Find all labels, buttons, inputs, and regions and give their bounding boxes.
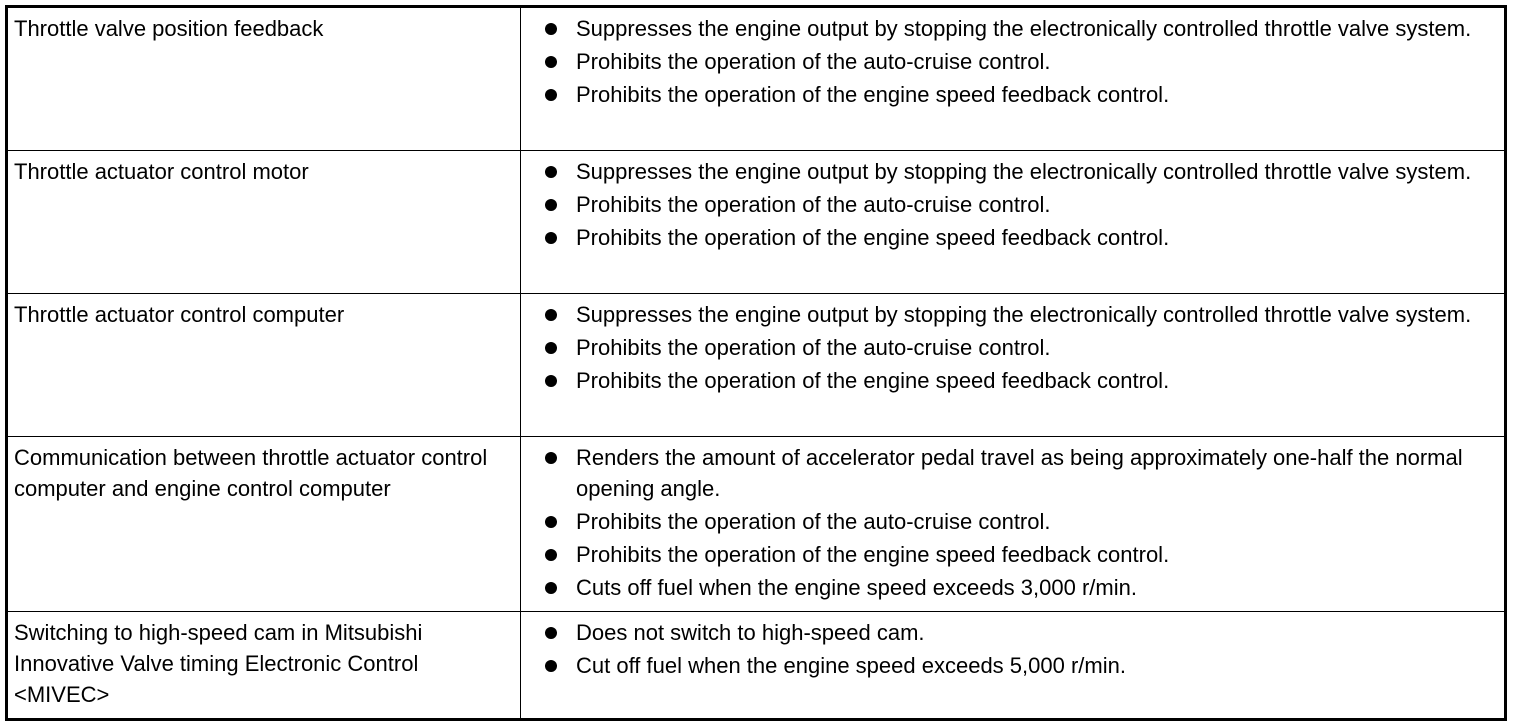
item-cell: Communication between throttle actuator control computer and engine control computer: [7, 437, 521, 612]
item-cell: Throttle actuator control motor: [7, 151, 521, 294]
result-cell: [521, 151, 1506, 294]
item-cell: Throttle valve position feedback: [7, 7, 521, 151]
list-item: [521, 442, 1500, 504]
result-list: [521, 299, 1500, 396]
result-text: Prohibits the operation of the auto-cruise control.: [576, 509, 1051, 534]
result-cell: [521, 437, 1506, 612]
result-text: Suppresses the engine output by stopping the electronically controlled throttle valve system.: [576, 16, 1472, 41]
list-item: [521, 156, 1500, 187]
list-item: [521, 332, 1500, 363]
result-text: Prohibits the operation of the engine speed feedback control.: [576, 82, 1170, 107]
table-row: [7, 294, 1506, 437]
list-item: [521, 506, 1500, 537]
list-item: [521, 617, 1500, 648]
result-cell: [521, 612, 1506, 720]
list-item: [521, 79, 1500, 110]
list-item: [521, 13, 1500, 44]
result-cell: [521, 7, 1506, 151]
table-row: [7, 437, 1506, 612]
bullet-icon: [545, 549, 557, 561]
result-list: [521, 442, 1500, 603]
result-text: Cuts off fuel when the engine speed exceeds 3,000 r/min.: [576, 575, 1137, 600]
result-list: [521, 617, 1500, 681]
result-text: Prohibits the operation of the engine speed feedback control.: [576, 368, 1170, 393]
result-list: [521, 156, 1500, 253]
item-cell: Switching to high-speed cam in Mitsubishi Innovative Valve timing Electronic Control <MIVEC>: [7, 612, 521, 720]
result-text: Prohibits the operation of the engine speed feedback control.: [576, 542, 1170, 567]
item-cell: Throttle actuator control computer: [7, 294, 521, 437]
result-text: Prohibits the operation of the auto-cruise control.: [576, 192, 1051, 217]
result-text: Renders the amount of accelerator pedal travel as being approximately one-half the normal opening angle.: [576, 445, 1463, 501]
result-text: Suppresses the engine output by stopping the electronically controlled throttle valve system.: [576, 302, 1472, 327]
list-item: [521, 222, 1500, 253]
table-row: [7, 151, 1506, 294]
result-text: Prohibits the operation of the engine speed feedback control.: [576, 225, 1170, 250]
list-item: [521, 572, 1500, 603]
result-text: Prohibits the operation of the auto-cruise control.: [576, 335, 1051, 360]
bullet-icon: [545, 89, 557, 101]
result-cell: [521, 294, 1506, 437]
result-text: Suppresses the engine output by stopping the electronically controlled throttle valve system.: [576, 159, 1472, 184]
list-item: [521, 299, 1500, 330]
result-text: Cut off fuel when the engine speed exceeds 5,000 r/min.: [576, 653, 1126, 678]
list-item: [521, 365, 1500, 396]
bullet-icon: [545, 627, 557, 639]
bullet-icon: [545, 516, 557, 528]
bullet-icon: [545, 342, 557, 354]
bullet-icon: [545, 452, 557, 464]
result-text: Does not switch to high-speed cam.: [576, 620, 925, 645]
bullet-icon: [545, 56, 557, 68]
result-text: Prohibits the operation of the auto-cruise control.: [576, 49, 1051, 74]
bullet-icon: [545, 309, 557, 321]
list-item: [521, 539, 1500, 570]
list-item: [521, 46, 1500, 77]
fail-safe-table: [5, 5, 1507, 721]
table-row: [7, 7, 1506, 151]
bullet-icon: [545, 660, 557, 672]
bullet-icon: [545, 23, 557, 35]
bullet-icon: [545, 166, 557, 178]
list-item: [521, 189, 1500, 220]
bullet-icon: [545, 199, 557, 211]
bullet-icon: [545, 232, 557, 244]
bullet-icon: [545, 375, 557, 387]
bullet-icon: [545, 582, 557, 594]
list-item: [521, 650, 1500, 681]
table-row: [7, 612, 1506, 720]
result-list: [521, 13, 1500, 110]
